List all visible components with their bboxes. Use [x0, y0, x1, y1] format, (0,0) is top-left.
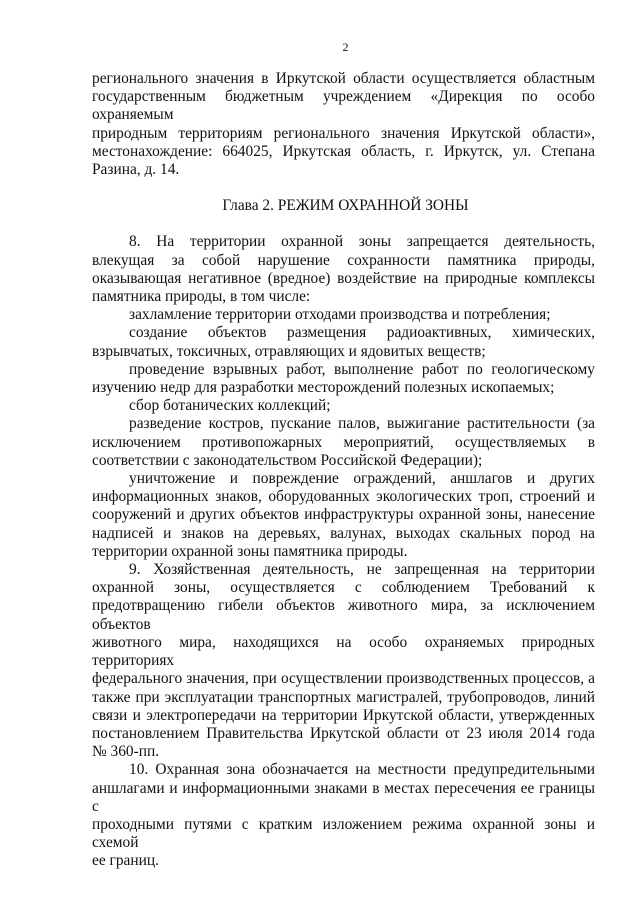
paragraph-10	[92, 761, 595, 870]
text-line: местонахождение: 664025, Иркутская область, г. Иркутск, ул. Степана	[92, 142, 595, 160]
text-line: информационных знаков, оборудованных экологических троп, строений и	[92, 488, 595, 506]
text-line: 8. На территории охранной зоны запрещается деятельность,	[129, 233, 595, 251]
text-line: надписей и знаков на деревьях, валунах, выходах скальных пород на	[92, 524, 595, 542]
paragraph-9	[92, 561, 595, 761]
text-line: федерального значения, при осуществлении производственных процессов, а	[92, 670, 595, 688]
text-line: животного мира, находящихся на особо охраняемых природных территориях	[92, 633, 595, 670]
list-item	[92, 415, 595, 470]
text-line: связи и электропередачи на территории Иркутской области, утвержденных	[92, 706, 595, 724]
chapter-heading: Глава 2. РЕЖИМ ОХРАННОЙ ЗОНЫ	[222, 197, 469, 215]
text-line: проведение взрывных работ, выполнение работ по геологическому	[129, 360, 595, 378]
text-line: сбор ботанических коллекций;	[129, 397, 331, 415]
page-number: 2	[342, 40, 349, 54]
list-item	[92, 397, 595, 415]
text-line: также при эксплуатации транспортных магистралей, трубопроводов, линий	[92, 688, 595, 706]
text-line: разведение костров, пускание палов, выжигание растительности (за	[129, 415, 595, 433]
text-line: 10. Охранная зона обозначается на местности предупредительными	[129, 761, 595, 779]
text-line: влекущая за собой нарушение сохранности памятника природы,	[92, 251, 595, 269]
list-item	[92, 470, 595, 561]
text-line: аншлагами и информационными знаками в местах пересечения ее границы с	[92, 779, 595, 815]
text-line: оказывающая негативное (вредное) воздействие на природные комплексы	[92, 269, 595, 287]
text-line: № 360-пп.	[92, 743, 160, 761]
text-line: охранной зоны, осуществляется с соблюдением Требований к	[92, 579, 595, 597]
paragraph-8	[92, 233, 595, 561]
text-line: ее границ.	[92, 852, 159, 870]
text-line: Разина, д. 14.	[92, 161, 180, 179]
text-line: регионального значения в Иркутской области осуществляется областным	[92, 70, 595, 87]
text-line: изучению недр для разработки месторождений полезных ископаемых;	[92, 379, 555, 397]
text-line: территории охранной зоны памятника природы.	[92, 542, 408, 560]
list-item	[92, 306, 595, 324]
list-item	[92, 324, 595, 360]
text-line: соответствии с законодательством Российской Федерации);	[92, 451, 483, 469]
text-line: 9. Хозяйственная деятельность, не запрещенная на территории	[129, 561, 595, 579]
list-item	[92, 361, 595, 397]
text-line: предотвращению гибели объектов животного мира, за исключением объектов	[92, 597, 595, 633]
text-line: проходными путями с кратким изложением режима охранной зоны и схемой	[92, 815, 595, 852]
text-line: государственным бюджетным учреждением «Дирекция по особо охраняемым	[92, 88, 595, 124]
text-line: создание объектов размещения радиоактивных, химических,	[129, 324, 595, 342]
text-line: памятника природы, в том числе:	[92, 288, 311, 306]
text-line: захламление территории отходами производства и потребления;	[129, 306, 551, 324]
text-line: сооружений и других объектов инфраструктуры охранной зоны, нанесение	[92, 506, 595, 524]
text-line: природным территориям регионального значения Иркутской области»,	[92, 124, 595, 142]
text-line: взрывчатых, токсичных, отравляющих и ядовитых веществ;	[92, 342, 486, 360]
text-line: исключением противопожарных мероприятий, осуществляемых в	[92, 433, 595, 451]
intro-paragraph	[92, 70, 595, 179]
text-line: постановлением Правительства Иркутской области от 23 июля 2014 года	[92, 724, 595, 742]
text-line: уничтожение и повреждение ограждений, аншлагов и других	[129, 470, 595, 488]
